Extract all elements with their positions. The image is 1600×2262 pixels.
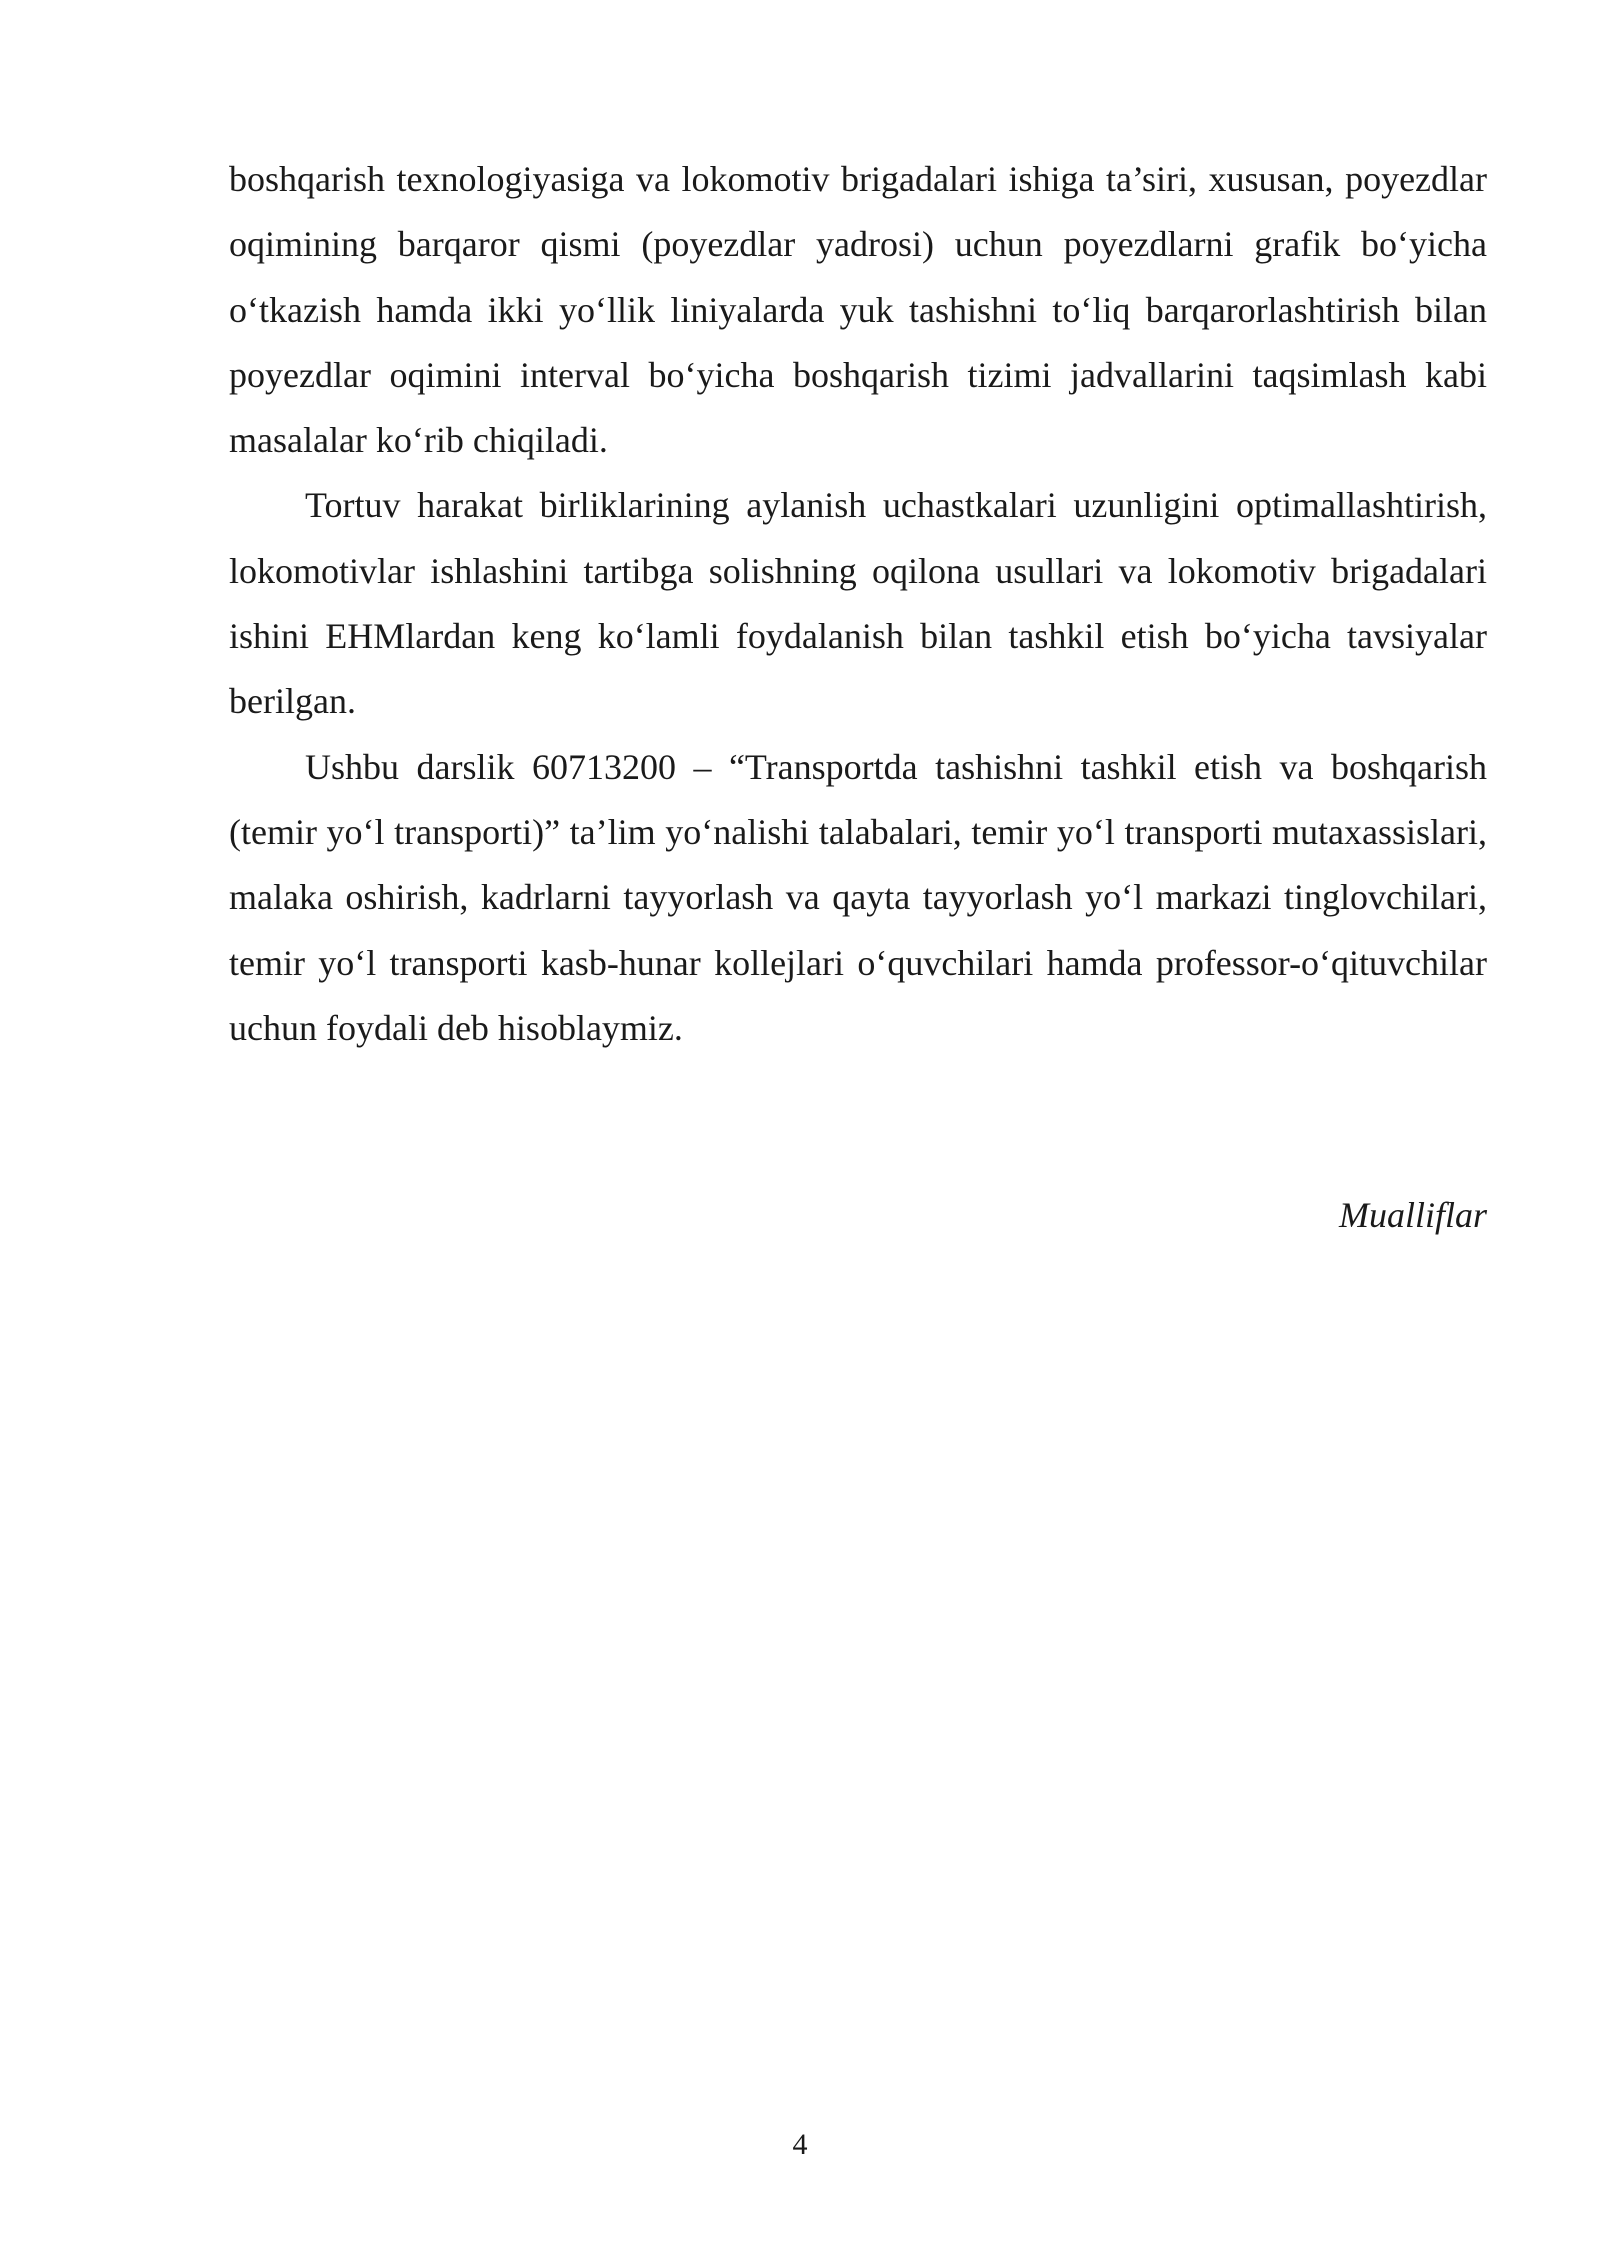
paragraph-1: boshqarish texnologiyasiga va lokomotiv brigadalari ishiga ta’siri, xususan, poyezdlar oqimining barqaror qismi (poyezdlar yadrosi) uchun poyezdlarni grafik bo‘yicha o‘tkazish hamda ikki yo‘llik liniyalarda yuk tashishni to‘liq barqarorlashtirish bilan poyezdlar oqimini interval bo‘yicha boshqarish tizimi jadvallarini taqsimlash kabi masalalar ko‘rib chiqiladi. (229, 159, 1487, 461)
body-text (229, 147, 1487, 1061)
paragraph-2: Tortuv harakat birliklarining aylanish uchastkalari uzunligini optimallashtirish, lokomotivlar ishlashini tartibga solishning oqilona usullari va lokomotiv brigadalari ishini EHMlardan keng ko‘lamli foydalanish bilan tashkil etish bo‘yicha tavsiyalar berilgan. (229, 485, 1487, 722)
paragraph-3: Ushbu darslik 60713200 – “Transportda tashishni tashkil etish va boshqarish (temir yo‘l transporti)” ta’lim yo‘nalishi talabalari, temir yo‘l transporti mutaxassislari, malaka oshirish, kadrlarni tayyorlash va qayta tayyorlash yo‘l markazi tinglovchilari, temir yo‘l transporti kasb-hunar kollejlari o‘quvchilari hamda professor-o‘qituvchilar uchun foydali deb hisoblaymiz. (229, 746, 1487, 1048)
page-number: 4 (792, 2128, 808, 2161)
authors-signature: Mualliflar (1338, 1195, 1487, 1235)
